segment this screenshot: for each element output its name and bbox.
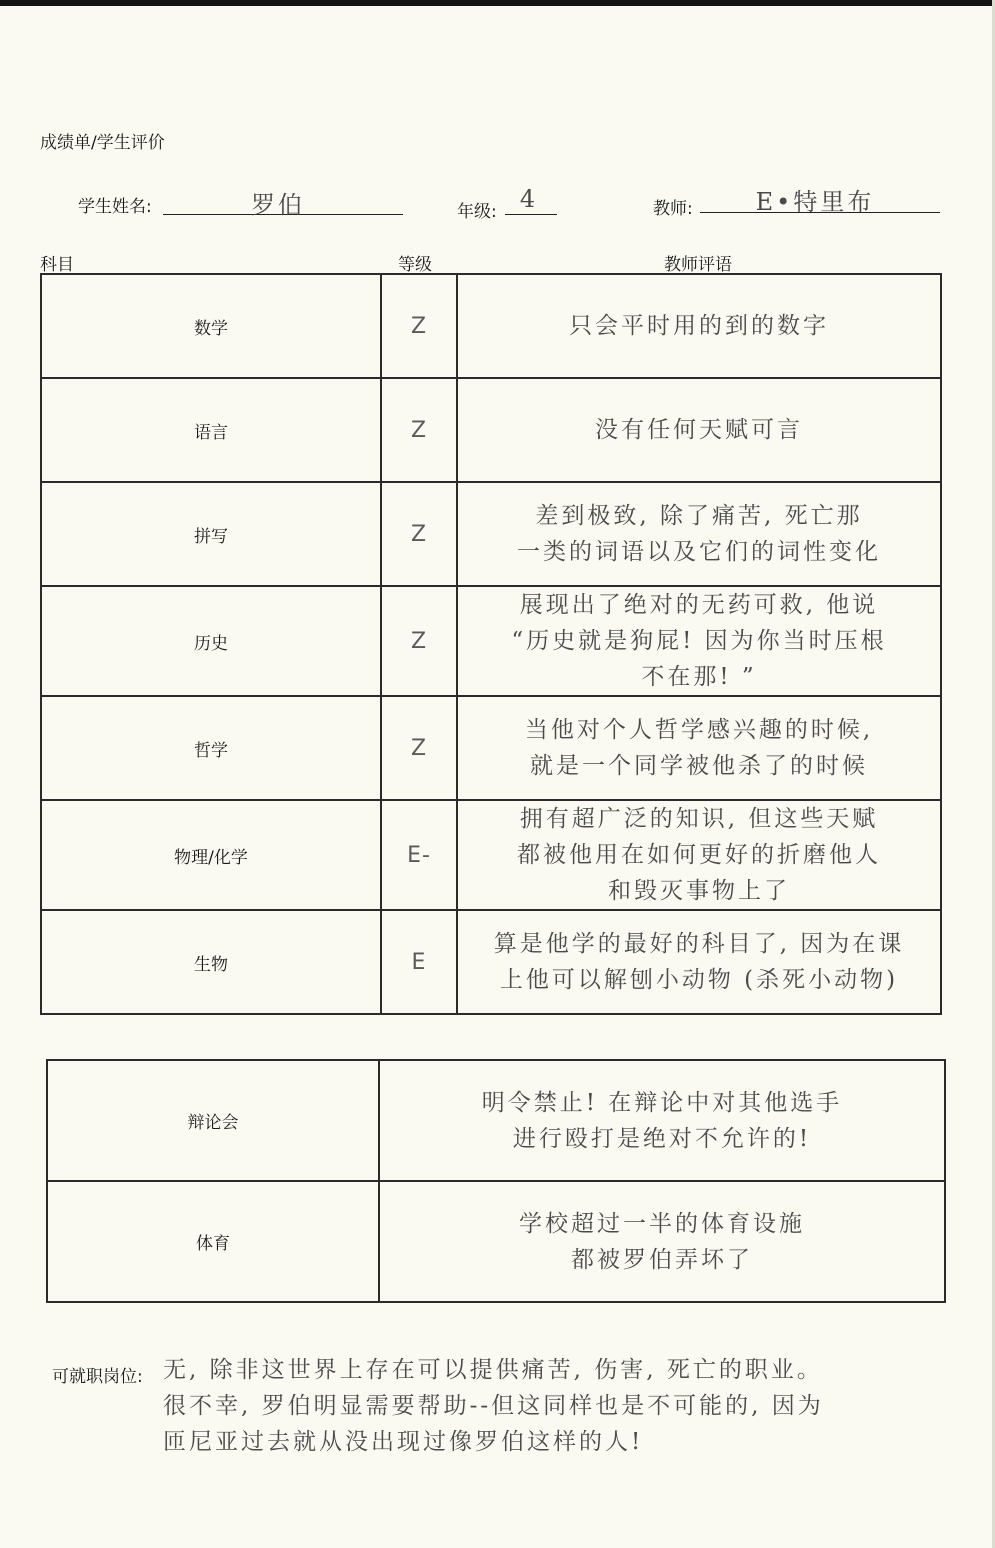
comment-cell: 拥有超广泛的知识, 但这些天赋 都被他用在如何更好的折磨他人 和毁灭事物上了 (457, 800, 941, 910)
table-row (47, 1181, 945, 1302)
grade-cell: Z (381, 274, 457, 378)
grade-cell: Z (381, 378, 457, 482)
comment-cell: 只会平时用的到的数字 (457, 274, 941, 378)
teacher-value: E•特里布 (755, 188, 875, 216)
column-header-subject: 科目 (40, 255, 74, 275)
table-row (41, 800, 941, 910)
table-row (41, 696, 941, 800)
jobs-text: 无, 除非这世界上存在可以提供痛苦, 伤害, 死亡的职业。 很不幸, 罗伯明显需要帮助--但这同样也是不可能的, 因为 匝尼亚过去就从没出现过像罗伯这样的人! (163, 1357, 824, 1455)
comment-cell: 算是他学的最好的科目了, 因为在课 上他可以解刨小动物 (杀死小动物) (457, 910, 941, 1014)
subject-cell: 历史 (41, 586, 381, 696)
subject-cell: 数学 (41, 274, 381, 378)
document-title: 成绩单/学生评价 (40, 133, 165, 153)
table-row (41, 378, 941, 482)
subject-cell: 拼写 (41, 482, 381, 586)
table-row (41, 586, 941, 696)
grades-table (40, 273, 942, 1015)
grade-level-value: 4 (519, 185, 539, 213)
column-header-grade: 等级 (398, 255, 432, 275)
grade-cell: Z (381, 482, 457, 586)
grade-cell: E (381, 910, 457, 1014)
grade-cell: E- (381, 800, 457, 910)
comment-cell: 明令禁止! 在辩论中对其他选手 进行殴打是绝对不允许的! (379, 1060, 945, 1181)
table-row (41, 482, 941, 586)
subject-cell: 物理/化学 (41, 800, 381, 910)
column-header-comment: 教师评语 (664, 255, 732, 275)
table-row (47, 1060, 945, 1181)
subject-cell: 生物 (41, 910, 381, 1014)
activity-cell: 体育 (47, 1181, 379, 1302)
grade-level-label: 年级: (457, 202, 497, 222)
student-name-value: 罗伯 (251, 191, 305, 219)
table-row (41, 910, 941, 1014)
teacher-label: 教师: (653, 199, 693, 219)
grade-level-line (505, 214, 557, 215)
scan-top-edge (0, 0, 995, 6)
comment-cell: 展现出了绝对的无药可救, 他说 “历史就是狗屁! 因为你当时压根 不在那! ” (457, 586, 941, 696)
grade-cell: Z (381, 696, 457, 800)
comment-cell: 学校超过一半的体育设施 都被罗伯弄坏了 (379, 1181, 945, 1302)
comment-cell: 差到极致, 除了痛苦, 死亡那 一类的词语以及它们的词性变化 (457, 482, 941, 586)
activities-table (46, 1059, 946, 1303)
table-row (41, 274, 941, 378)
subject-cell: 哲学 (41, 696, 381, 800)
activity-cell: 辩论会 (47, 1060, 379, 1181)
subject-cell: 语言 (41, 378, 381, 482)
grade-cell: Z (381, 586, 457, 696)
student-name-label: 学生姓名: (78, 197, 152, 217)
comment-cell: 没有任何天赋可言 (457, 378, 941, 482)
jobs-label: 可就职岗位: (52, 1367, 143, 1387)
comment-cell: 当他对个人哲学感兴趣的时候, 就是一个同学被他杀了的时候 (457, 696, 941, 800)
